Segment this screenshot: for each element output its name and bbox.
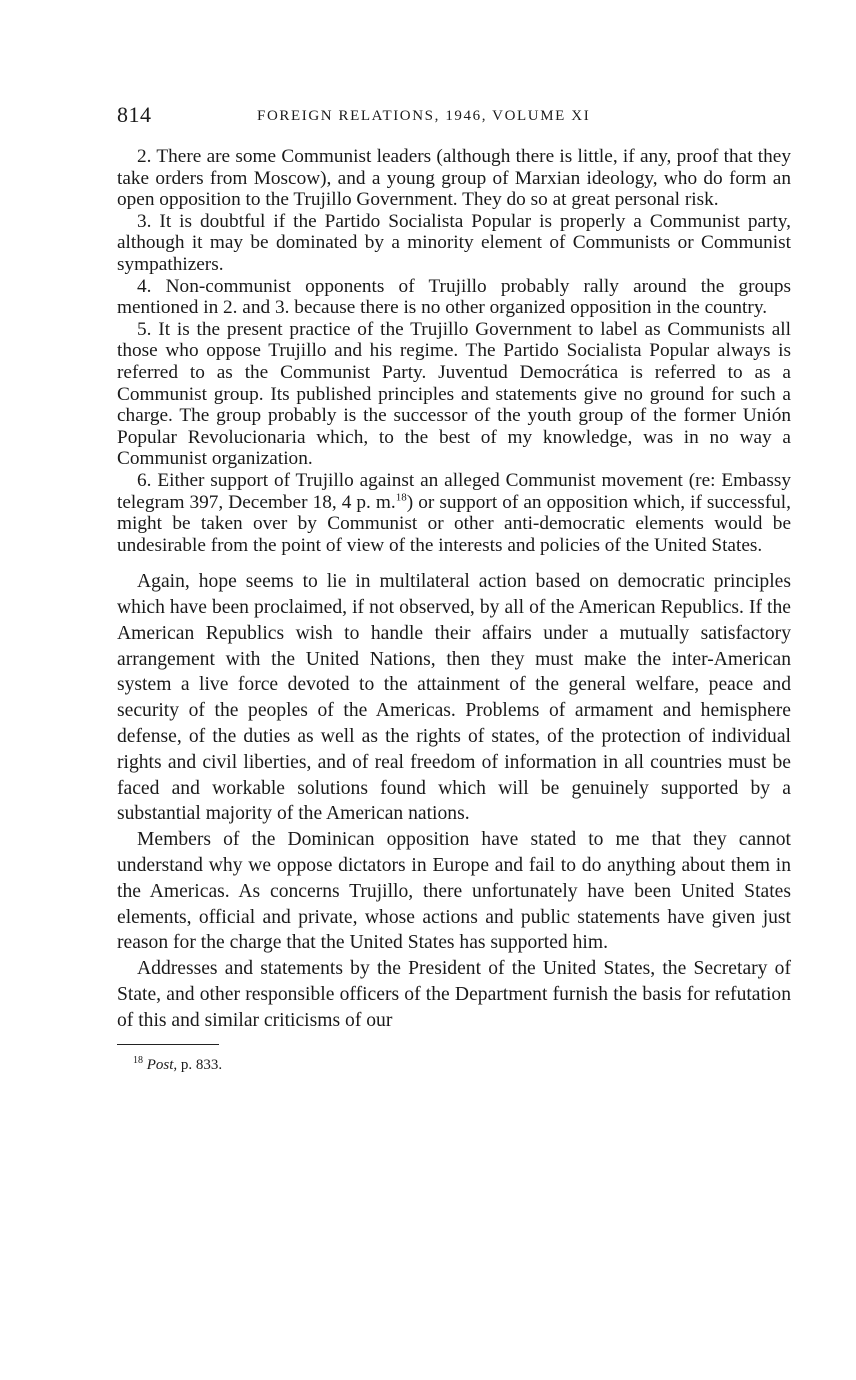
numbered-point-6	[117, 470, 791, 556]
point-6-text-before: 6. Either support of Trujillo against an alleged Communist movement (re: Embassy telegram 397, December 18, 4 p. m.	[117, 469, 791, 513]
numbered-point-4: 4. Non-communist opponents of Trujillo probably rally around the groups mentioned in 2. and 3. because there is no other organized opposition in the country.	[117, 275, 791, 319]
footnote-divider	[117, 1044, 219, 1045]
numbered-point-3: 3. It is doubtful if the Partido Socialista Popular is properly a Communist party, although it may be dominated by a minority element of Communists or Communist sympathizers.	[117, 210, 791, 275]
page-number: 814	[117, 102, 152, 127]
footnote-reference-mark[interactable]: 18	[395, 491, 407, 504]
paragraph-multilateral-action: Again, hope seems to lie in multilateral action based on democratic principles which have been proclaimed, if not observed, by all of the American Republics. If the American Republics wish to handle their affairs under a mutually satisfactory arrangement with the United Nations, then they must make the inter-American system a live force devoted to the attainment of the general welfare, peace and security of the peoples of the Americas. Problems of armament and hemisphere defense, of the duties as well as the rights of states, of the protection of individual rights and civil liberties, and of real freedom of information in all countries must be faced and workable solutions found which will be genuinely supported by a substantial majority of the American nations.	[117, 571, 791, 825]
point-6-text-after: ) or support of an opposition which, if successful, might be taken over by Communist or other anti-democratic elements would be undesirable from the point of view of the interests and policies of the United States.	[117, 491, 791, 556]
numbered-point-2: 2. There are some Communist leaders (although there is little, if any, proof that they take orders from Moscow), and a young group of Marxian ideology, who do form an open opposition to the Trujillo Government. They do so at great personal risk.	[117, 146, 791, 211]
page-header	[117, 100, 791, 134]
body-text	[117, 569, 791, 1033]
footnote-page: p. 833.	[180, 1056, 223, 1073]
paragraph-addresses-statements: Addresses and statements by the President of the United States, the Secretary of State, and other responsible officers of the Department furnish the basis for refutation of this and similar criticisms of our	[117, 958, 791, 1031]
running-title: FOREIGN RELATIONS, 1946, VOLUME XI	[257, 108, 591, 124]
paragraph-dominican-opposition: Members of the Dominican opposition have stated to me that they cannot understand why we oppose dictators in Europe and fail to do anything about them in the Americas. As concerns Trujillo, there unfortunately have been United States elements, official and private, whose actions and public statements have given just reason for the charge that the United States has supported him.	[117, 829, 791, 954]
numbered-points	[117, 146, 791, 556]
document-page	[117, 100, 791, 1074]
footnote	[133, 1054, 791, 1074]
numbered-point-5: 5. It is the present practice of the Trujillo Government to label as Communists all those who oppose Trujillo and his regime. The Partido Socialista Popular always is referred to as the Communist Party. Juventud Democrática is referred to as a Communist group. Its published principles and statements give no ground for such a charge. The group probably is the successor of the youth group of the former Unión Popular Revolucionaria which, to the best of my knowledge, was in no way a Communist organization.	[117, 318, 791, 470]
footnote-mark: 18	[133, 1054, 143, 1066]
footnote-reference: Post,	[146, 1056, 178, 1073]
